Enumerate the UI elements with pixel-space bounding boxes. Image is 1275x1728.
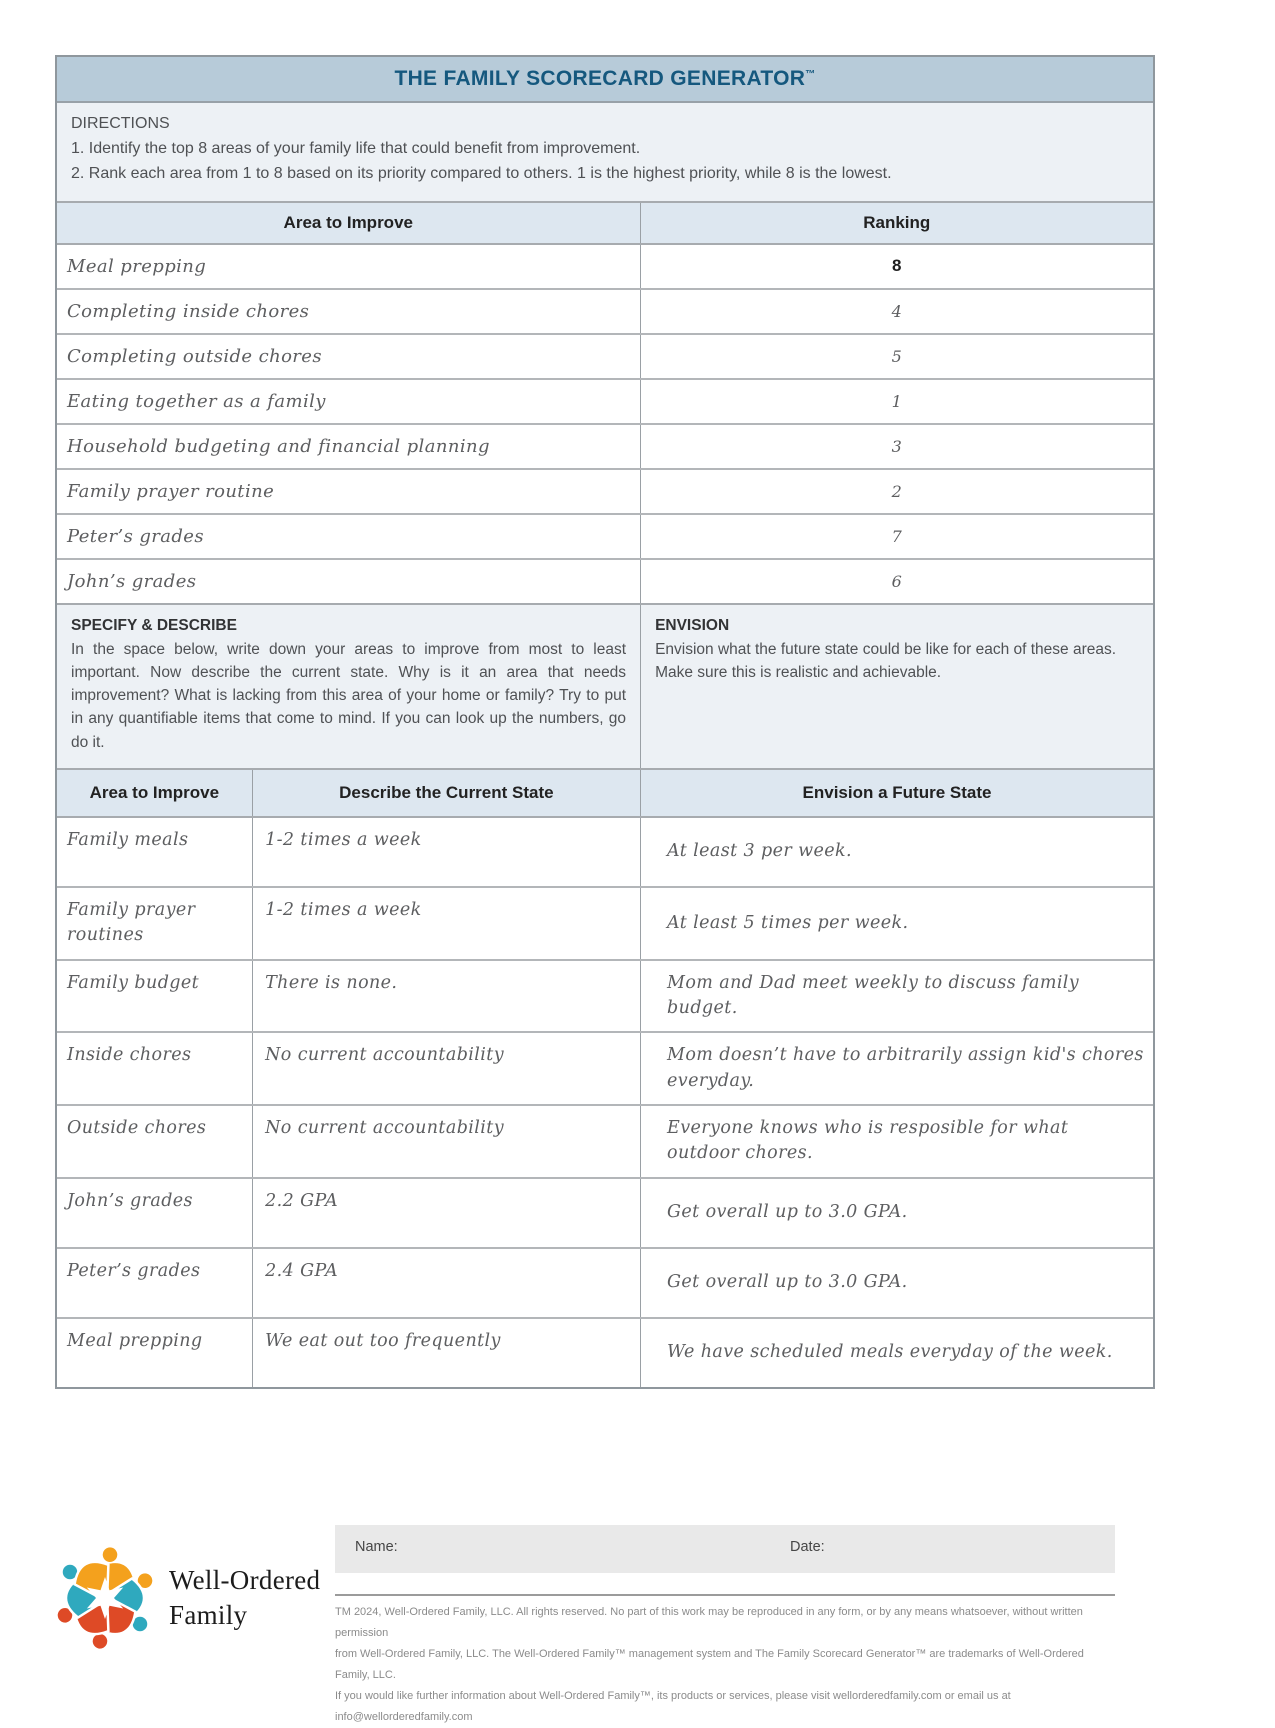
table-row [57,1179,1153,1249]
specify-body: In the space below, write down your areas to improve from most to least important. Now describe the current state. Why is it an area that needs improvement? What is lacking from this area of your home or family? Try to put in any quantifiable items that come to mind. If you can look up the numbers, go do it. [71,640,627,751]
area-value: Family meals [67,829,189,850]
directions-step-1: 1. Identify the top 8 areas of your family life that could benefit from improvement. [71,140,641,157]
scorecard-box [55,55,1155,1389]
column-header-current-state: Describe the Current State [252,770,640,816]
ranking-table-body [57,245,1153,605]
detail-table-body [57,818,1153,1387]
name-date-bar [335,1525,1115,1573]
ranking-value: 6 [640,560,1153,603]
logo-wordmark [169,1563,320,1633]
page-title: THE FAMILY SCORECARD GENERATOR™ [394,67,816,90]
future-state-value: At least 5 times per week. [640,888,1153,959]
table-row [57,470,1153,515]
table-row [57,961,1153,1034]
legal-divider [335,1594,1115,1596]
column-header-area: Area to Improve [89,782,220,802]
future-state-value: At least 3 per week. [640,818,1153,886]
column-header-area: Area to Improve [283,212,413,232]
legal-line-3: If you would like further information about Well-Ordered Family™, its products or services, please visit wellorderedfamily.com or email us at info@wellorderedfamily.com [335,1690,1011,1723]
area-value: Inside chores [67,1045,192,1066]
current-state-value: 2.4 GPA [252,1249,640,1317]
table-row [57,1249,1153,1319]
area-value: Completing outside chores [67,345,322,367]
ranking-value: 3 [640,425,1153,468]
logo-line-2: Family [169,1600,248,1630]
instructions-band [57,605,1153,770]
current-state-value: We eat out too frequently [252,1319,640,1387]
legal-line-1: TM 2024, Well-Ordered Family, LLC. All rights reserved. No part of this work may be reproduced in any form, or by any means whatsoever, without written permission [335,1606,1083,1639]
trademark-symbol: ™ [805,69,816,80]
table-row [57,290,1153,335]
legal-text [335,1602,1115,1728]
area-value: Meal prepping [67,1330,203,1351]
directions-heading: DIRECTIONS [71,115,170,132]
current-state-value: There is none. [252,961,640,1032]
table-row [57,245,1153,290]
area-value: Meal prepping [67,255,207,277]
area-value: Peter’s grades [67,1260,201,1281]
footer-right [335,1525,1115,1728]
table-row [57,888,1153,961]
current-state-value: 1-2 times a week [252,818,640,886]
area-value: Eating together as a family [67,390,326,412]
table-row [57,335,1153,380]
area-value: Peter’s grades [67,525,204,547]
envision-body: Envision what the future state could be like for each of these areas. Make sure this is realistic and achievable. [655,640,1117,681]
area-value: Outside chores [67,1118,207,1139]
area-value: Family prayer routines [67,899,196,946]
table-row [57,515,1153,560]
current-state-value: No current accountability [252,1033,640,1104]
future-state-value: Everyone knows who is resposible for what outdoor chores. [640,1106,1153,1177]
area-value: John’s grades [67,1190,193,1211]
future-state-value: Mom doesn’t have to arbitrarily assign kid's chores everyday. [640,1033,1153,1104]
column-header-future-state: Envision a Future State [640,770,1153,816]
envision-heading: ENVISION [655,616,730,634]
table-row [57,425,1153,470]
current-state-value: 2.2 GPA [252,1179,640,1247]
title-bar [57,57,1153,103]
name-label: Name: [355,1539,398,1555]
current-state-value: 1-2 times a week [252,888,640,959]
ranking-value: 1 [640,380,1153,423]
table-row [57,1106,1153,1179]
column-header-ranking: Ranking [640,203,1153,243]
legal-line-2: from Well-Ordered Family, LLC. The Well-Ordered Family™ management system and The Family Scorecard Generator™ are trademarks of Well-Ordered Family, LLC. [335,1648,1084,1681]
area-value: Family prayer routine [67,480,275,502]
area-value: John’s grades [67,570,197,592]
detail-table-header [57,770,1153,818]
area-value: Family budget [67,972,200,993]
future-state-value: Get overall up to 3.0 GPA. [640,1249,1153,1317]
well-ordered-family-logo [55,1545,320,1651]
current-state-value: No current accountability [252,1106,640,1177]
worksheet [55,55,1155,1723]
table-row [57,1033,1153,1106]
date-label: Date: [790,1539,825,1555]
specify-heading: SPECIFY & DESCRIBE [71,616,237,634]
table-row [57,560,1153,605]
directions-section [57,103,1153,203]
footer [55,1475,1155,1723]
ranking-value: 5 [640,335,1153,378]
future-state-value: Get overall up to 3.0 GPA. [640,1179,1153,1247]
logo-line-1: Well-Ordered [169,1564,321,1595]
area-value: Completing inside chores [67,300,310,322]
table-row [57,380,1153,425]
table-row [57,1319,1153,1387]
area-value: Household budgeting and financial planning [67,435,490,457]
ranking-table-header [57,203,1153,245]
ranking-value: 7 [640,515,1153,558]
directions-step-2: 2. Rank each area from 1 to 8 based on its priority compared to others. 1 is the highest priority, while 8 is the lowest. [71,164,892,182]
envision-section [640,605,1153,768]
table-row [57,818,1153,888]
specify-describe-section [57,605,640,768]
ranking-value: 8 [640,245,1153,288]
future-state-value: We have scheduled meals everyday of the week. [640,1319,1153,1387]
ranking-value: 4 [640,290,1153,333]
family-circle-icon [55,1545,155,1651]
future-state-value: Mom and Dad meet weekly to discuss family budget. [640,961,1153,1032]
ranking-value: 2 [640,470,1153,513]
